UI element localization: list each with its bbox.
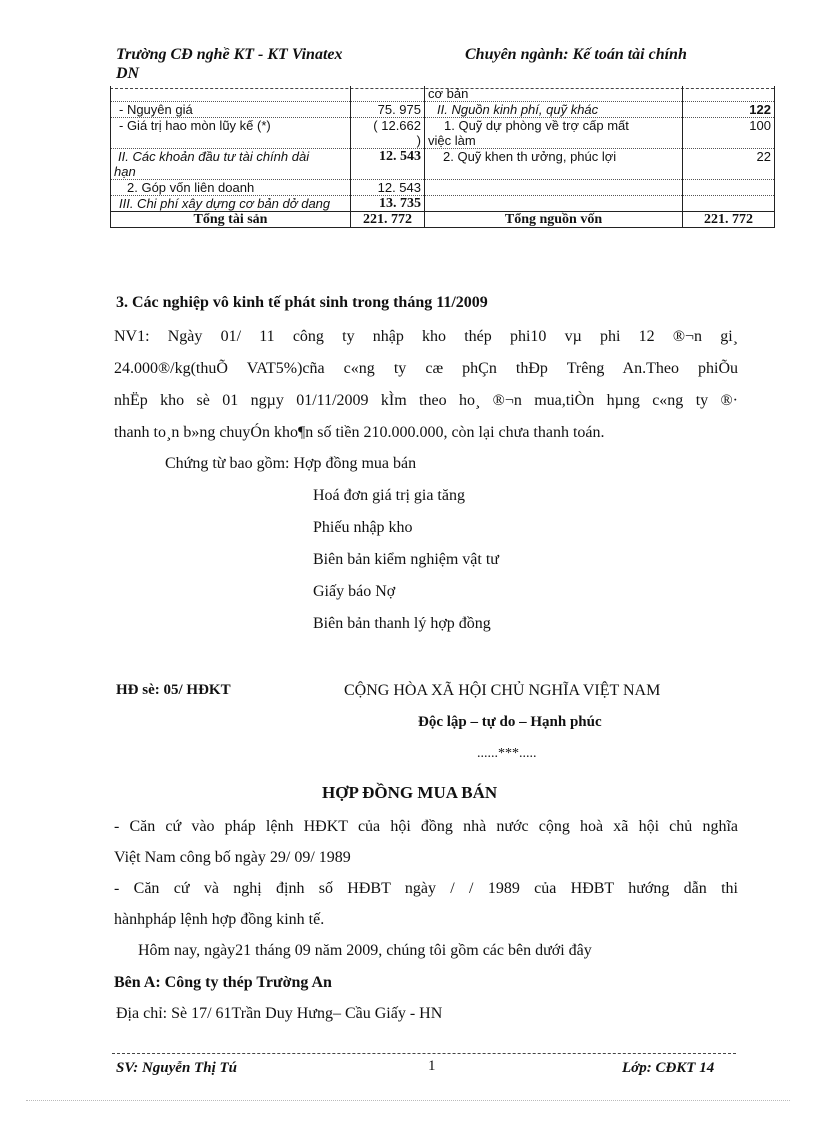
nation-motto: Độc lập – tự do – Hạnh phúc xyxy=(418,714,602,730)
asset-value xyxy=(351,118,425,149)
basis-2-line2: hànhpháp lệnh hợp đồng kinh tế. xyxy=(114,911,325,928)
table-row xyxy=(111,149,775,180)
document-item: Biên bản kiểm nghiệm vật tư xyxy=(313,551,499,568)
page-bottom-rule xyxy=(26,1100,790,1101)
document-item: Phiếu nhập kho xyxy=(313,519,413,536)
source-label-line1: 1. Quỹ dự phòng về trợ cấp mất xyxy=(444,118,629,133)
asset-label xyxy=(111,149,351,180)
table-row xyxy=(111,118,775,149)
party-a-address: Địa chỉ: Sè 17/ 61Trần Duy Hưng– Cầu Giấy - HN xyxy=(116,1005,443,1022)
section-heading: 3. Các nghiệp vô kinh tế phát sinh trong tháng 11/2009 xyxy=(116,294,488,311)
nv1-line-last: thanh to¸n b»ng chuyÓn kho¶n số tiền 210.000.000, còn lại chưa thanh toán. xyxy=(114,424,605,441)
asset-label: - Nguyên giá xyxy=(111,102,351,118)
source-value: 122 xyxy=(683,102,775,118)
source-label: 2. Quỹ khen th ưởng, phúc lợi xyxy=(425,149,683,180)
contract-number: HĐ sè: 05/ HĐKT xyxy=(116,682,231,698)
header-school: Trường CĐ nghề KT - KT Vinatex xyxy=(116,46,343,63)
header-major: Chuyên ngành: Kế toán tài chính xyxy=(465,46,687,63)
source-label: II. Nguồn kinh phí, quỹ khác xyxy=(425,102,683,118)
asset-value: 75. 975 xyxy=(351,102,425,118)
footer-class: Lớp: CĐKT 14 xyxy=(622,1060,715,1076)
source-value: 22 xyxy=(683,149,775,180)
asset-value: 13. 735 xyxy=(351,196,425,212)
document-item: Biên bản thanh lý hợp đồng xyxy=(313,615,491,632)
asset-label xyxy=(111,86,351,102)
asset-label: - Giá trị hao mòn lũy kế (*) xyxy=(111,118,351,149)
basis-1-line2: Việt Nam công bố ngày 29/ 09/ 1989 xyxy=(114,849,351,866)
nv1-line: NV1: Ngày 01/ 11 công ty nhập kho thép phi10 vµ phi 12 ®¬n gi¸ xyxy=(114,328,738,345)
table-row xyxy=(111,102,775,118)
separator-stars: ......***..... xyxy=(477,746,537,761)
asset-label: III. Chi phí xây dựng cơ bản dở dang xyxy=(111,196,351,212)
asset-value: 12. 543 xyxy=(351,180,425,196)
balance-sheet-table xyxy=(110,86,775,228)
asset-value-line2: ) xyxy=(416,133,421,148)
documents-label: Chứng từ bao gồm: Hợp đồng mua bán xyxy=(165,455,417,472)
source-label xyxy=(425,196,683,212)
source-label: cơ bản xyxy=(425,86,683,102)
total-assets-label: Tổng tài sản xyxy=(111,212,351,228)
table-row xyxy=(111,86,775,102)
table-total-row xyxy=(111,212,775,228)
document-item: Giấy báo Nợ xyxy=(313,583,396,600)
asset-label-line1: II. Các khoản đầu tư tài chính dài xyxy=(118,149,310,164)
meeting-date: Hôm nay, ngày21 tháng 09 năm 2009, chúng tôi gồm các bên dưới đây xyxy=(138,942,592,959)
total-assets-value: 221. 772 xyxy=(351,212,425,228)
source-value: 100 xyxy=(683,118,775,149)
asset-label: 2. Góp vốn liên doanh xyxy=(111,180,351,196)
asset-value-line1: ( 12.662 xyxy=(373,118,421,133)
source-label xyxy=(425,118,683,149)
source-value xyxy=(683,196,775,212)
asset-value xyxy=(351,86,425,102)
asset-value: 12. 543 xyxy=(351,149,425,180)
party-a: Bên A: Công ty thép Trường An xyxy=(114,974,332,991)
total-sources-label: Tổng nguồn vốn xyxy=(425,212,683,228)
asset-label-line2: hạn xyxy=(114,164,136,179)
footer-student: SV: Nguyễn Thị Tú xyxy=(116,1060,237,1076)
total-sources-value: 221. 772 xyxy=(683,212,775,228)
table-row xyxy=(111,196,775,212)
contract-title: HỢP ĐỒNG MUA BÁN xyxy=(322,783,498,802)
page-number: 1 xyxy=(428,1058,436,1074)
source-label xyxy=(425,180,683,196)
source-value xyxy=(683,86,775,102)
nv1-line: nhËp kho sè 01 ngµy 01/11/2009 kÌm theo ho¸ ®¬n mua,tiÒn hµng c«ng ty ®· xyxy=(114,392,738,409)
nv1-line: 24.000®/kg(thuÕ VAT5%)cña c«ng ty cæ phÇn thÐp Trêng An.Theo phiÕu xyxy=(114,360,738,377)
nation-title: CỘNG HÒA XÃ HỘI CHỦ NGHĨA VIỆT NAM xyxy=(344,682,661,699)
table-row xyxy=(111,180,775,196)
header-school-suffix: DN xyxy=(116,65,140,82)
footer-rule xyxy=(112,1053,736,1054)
basis-1-line1: - Căn cứ vào pháp lệnh HĐKT của hội đồng nhà nước cộng hoà xã hội chủ nghĩa xyxy=(114,818,738,835)
document-item: Hoá đơn giá trị gia tăng xyxy=(313,487,465,504)
source-value xyxy=(683,180,775,196)
basis-2-line1: - Căn cứ và nghị định số HĐBT ngày / / 1989 của HĐBT hướng dẫn thi xyxy=(114,880,738,897)
source-label-line2: việc làm xyxy=(428,133,476,148)
